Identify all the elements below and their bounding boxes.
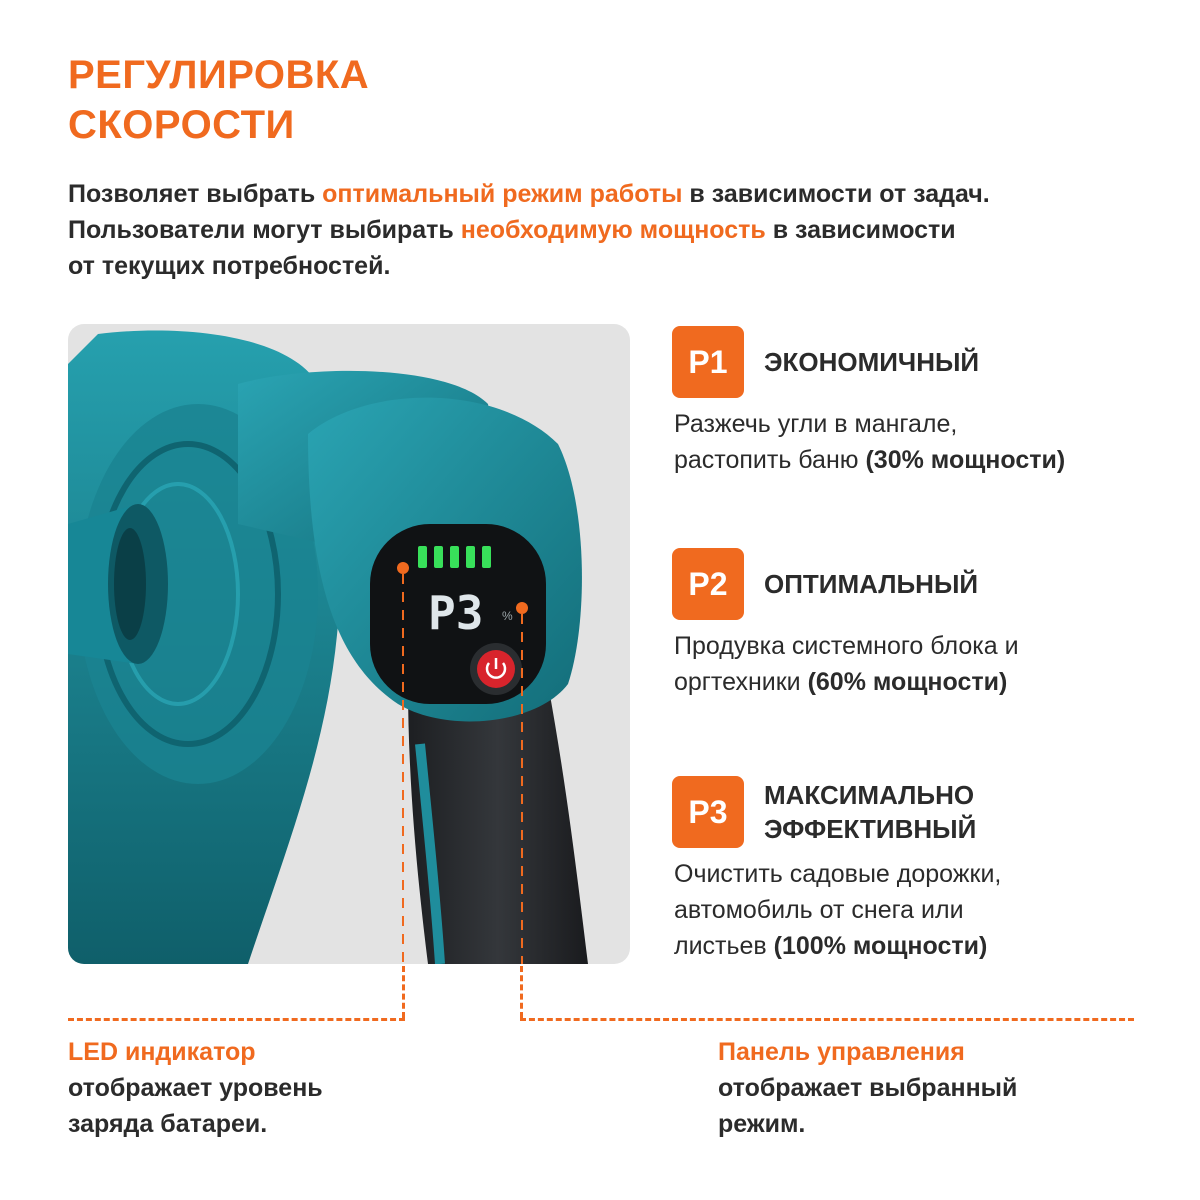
page-title	[68, 50, 369, 150]
intro-text	[68, 176, 1148, 284]
led-segment	[482, 546, 491, 568]
panel-connector-vertical	[520, 966, 523, 1018]
led-segment	[418, 546, 427, 568]
mode-power: (60% мощности)	[807, 668, 1008, 696]
mode-p2	[672, 548, 1152, 698]
mode-description: Разжечь угли в мангале, растопить баню (30% мощности)	[674, 410, 1066, 474]
panel-callout-title: Панель управления	[718, 1038, 965, 1066]
mode-badge: P1	[672, 326, 744, 398]
mode-power: (100% мощности)	[773, 932, 988, 960]
led-connector-horizontal	[68, 1018, 405, 1021]
mode-name: ЭКОНОМИЧНЫЙ	[764, 347, 980, 377]
mode-readout: P3	[428, 586, 484, 640]
blower-illustration	[68, 324, 630, 964]
percent-sign: %	[502, 609, 513, 623]
panel-callout-dot	[516, 602, 528, 614]
mode-p3	[672, 776, 1152, 966]
intro-line-3: от текущих потребностей.	[68, 252, 391, 280]
led-segment	[450, 546, 459, 568]
led-callout-title: LED индикатор	[68, 1038, 256, 1066]
led-callout-dot	[397, 562, 409, 574]
panel-connector-horizontal	[520, 1018, 1134, 1021]
led-segment	[434, 546, 443, 568]
led-connector-vertical	[402, 966, 405, 1018]
intro-line-1: Позволяет выбрать оптимальный режим работы в зависимости от задач.	[68, 180, 990, 208]
mode-description: Очистить садовые дорожки, автомобиль от снега или листьев (100% мощности)	[674, 860, 1002, 960]
mode-power: (30% мощности)	[865, 446, 1066, 474]
title-line-1: РЕГУЛИРОВКА	[68, 53, 370, 97]
led-callout: LED индикатор отображает уровень заряда батареи.	[68, 1034, 323, 1142]
mode-p1	[672, 326, 1152, 476]
intro-highlight-1: оптимальный режим работы	[322, 180, 683, 208]
mode-description: Продувка системного блока и оргтехники (60% мощности)	[674, 632, 1019, 696]
product-photo	[68, 324, 630, 964]
intro-highlight-2: необходимую мощность	[460, 216, 766, 244]
mode-badge: P2	[672, 548, 744, 620]
led-segment	[466, 546, 475, 568]
mode-name: МАКСИМАЛЬНО ЭФФЕКТИВНЫЙ	[764, 780, 977, 844]
mode-name: ОПТИМАЛЬНЫЙ	[764, 569, 979, 599]
title-line-2: СКОРОСТИ	[68, 103, 295, 147]
panel-callout: Панель управления отображает выбранный режим.	[718, 1034, 1017, 1142]
mode-badge: P3	[672, 776, 744, 848]
intro-line-2: Пользователи могут выбирать необходимую мощность в зависимости	[68, 216, 956, 244]
